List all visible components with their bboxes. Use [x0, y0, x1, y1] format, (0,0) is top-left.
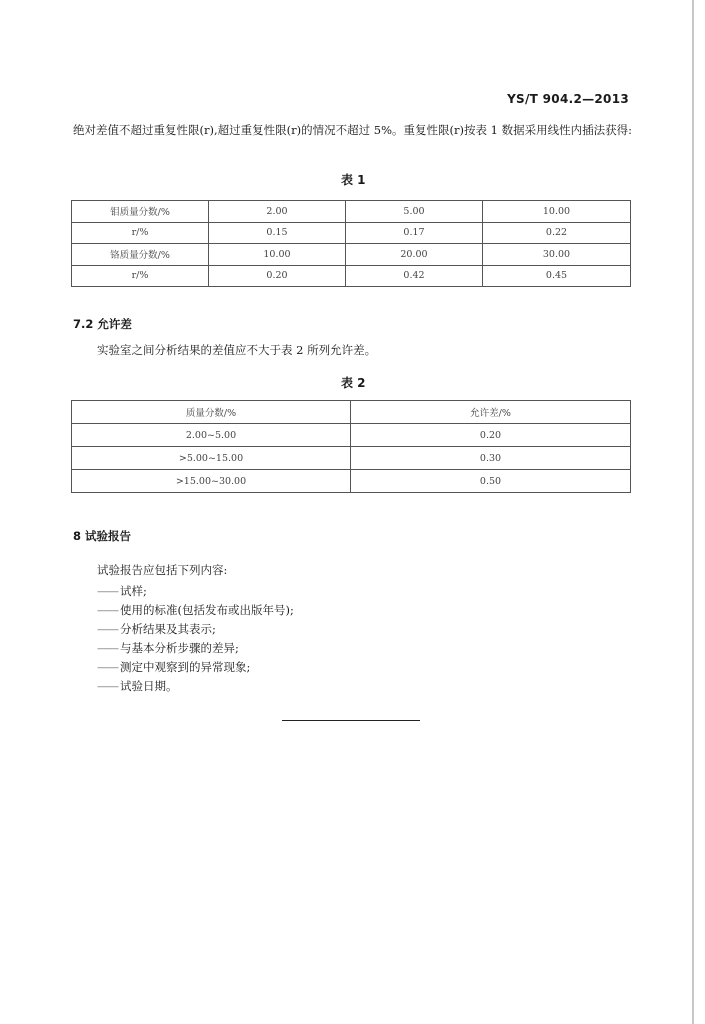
table1 [71, 200, 631, 287]
list-item-text: 使用的标准(包括发布或出版年号); [120, 603, 294, 617]
list-item [97, 582, 294, 601]
standard-code: YS/T 904.2—2013 [507, 92, 629, 106]
list-item-text: 测定中观察到的异常现象; [120, 660, 251, 674]
table-cell: 0.45 [483, 265, 631, 287]
table-cell: 2.00~5.00 [72, 424, 351, 447]
list-item [97, 639, 294, 658]
table-row [72, 201, 631, 223]
table-row [72, 244, 631, 266]
list-dash: —— [97, 584, 118, 598]
list-dash: —— [97, 660, 118, 674]
table-cell: 0.20 [209, 265, 346, 287]
list-dash: —— [97, 679, 118, 693]
table1-title: 表 1 [341, 173, 366, 187]
list-dash: —— [97, 641, 118, 655]
table-header-cell: 质量分数/% [72, 401, 351, 424]
table-cell: 30.00 [483, 244, 631, 266]
table-header-row [72, 401, 631, 424]
table-cell: 铬质量分数/% [72, 244, 209, 266]
section-7-2-heading: 7.2 允许差 [73, 317, 132, 331]
table-cell: >5.00~15.00 [72, 447, 351, 470]
list-item-text: 试样; [120, 584, 147, 598]
list-item-text: 与基本分析步骤的差异; [120, 641, 239, 655]
list-item-text: 试验日期。 [120, 679, 178, 693]
table-cell: 10.00 [483, 201, 631, 223]
table-cell: 0.42 [346, 265, 483, 287]
table-cell: r/% [72, 222, 209, 244]
table-row [72, 447, 631, 470]
table-cell: 0.22 [483, 222, 631, 244]
report-intro: 试验报告应包括下列内容: [97, 563, 228, 577]
table-cell: 2.00 [209, 201, 346, 223]
list-dash: —— [97, 622, 118, 636]
table-cell: >15.00~30.00 [72, 470, 351, 493]
table-cell: 0.17 [346, 222, 483, 244]
table-row [72, 470, 631, 493]
table-cell: 5.00 [346, 201, 483, 223]
table-cell: 10.00 [209, 244, 346, 266]
table-cell: 钼质量分数/% [72, 201, 209, 223]
table2 [71, 400, 631, 493]
table-cell: 20.00 [346, 244, 483, 266]
list-item [97, 658, 294, 677]
list-item [97, 677, 294, 696]
table-row [72, 265, 631, 287]
table-row [72, 424, 631, 447]
list-dash: —— [97, 603, 118, 617]
table-cell: 0.20 [351, 424, 631, 447]
table-cell: r/% [72, 265, 209, 287]
table-cell: 0.50 [351, 470, 631, 493]
list-item [97, 620, 294, 639]
list-item [97, 601, 294, 620]
table-cell: 0.30 [351, 447, 631, 470]
table2-title: 表 2 [341, 376, 366, 390]
section-8-heading: 8 试验报告 [73, 529, 132, 543]
table-row [72, 222, 631, 244]
list-item-text: 分析结果及其表示; [120, 622, 216, 636]
page-edge-rule [692, 0, 694, 1024]
table-header-cell: 允许差/% [351, 401, 631, 424]
report-items-list [97, 582, 294, 696]
table-cell: 0.15 [209, 222, 346, 244]
section-7-2-text: 实验室之间分析结果的差值应不大于表 2 所列允许差。 [97, 343, 377, 357]
intro-paragraph: 绝对差值不超过重复性限(r),超过重复性限(r)的情况不超过 5%。重复性限(r)按表 1 数据采用线性内插法获得: [73, 123, 632, 137]
end-of-document-rule [282, 720, 420, 721]
